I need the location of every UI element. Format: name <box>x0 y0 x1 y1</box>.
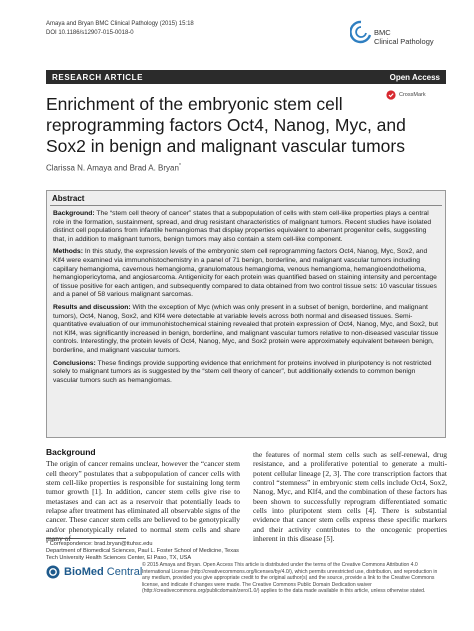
correspondence-email[interactable]: * Correspondence: brad.bryan@ttuhsc.edu <box>46 541 153 547</box>
article-type-banner <box>46 70 446 84</box>
footnote-divider <box>46 538 126 539</box>
citation-line: Amaya and Bryan BMC Clinical Pathology (2015) 15:18 <box>46 21 194 27</box>
doi-line: DOI 10.1186/s12907-015-0018-0 <box>46 30 134 36</box>
abstract-body <box>53 210 439 389</box>
publisher-name-light: Central <box>106 566 143 578</box>
results-text: With the exception of Myc (which was only present in a subset of benign, borderline, and malignant tumors), Oct4, Nanog, Sox2, and Klf4 were detectable at variable levels across both normal and diseased tissues. Semi-quantitative evaluation of our immunohistochemical staining revealed that protein expression of Oct4, Nanog, Myc, and Sox2, but not Klf4, was significantly increased in benign, borderline, and malignant vascular tumors relative to non-diseased vascular tissue controls. Interestingly, the protein levels of Oct4, Nanog, Myc, and Sox2 protein were approximately equivalent between benign, borderline, and malignant vascular tumors. <box>53 303 439 354</box>
abstract-methods <box>53 248 439 300</box>
section-heading-background: Background <box>46 447 96 457</box>
running-head <box>46 20 194 38</box>
bmc-swoosh-icon <box>350 20 372 44</box>
crossmark-label: CrossMark <box>399 92 426 98</box>
abstract-results <box>53 304 439 356</box>
abstract-conclusions <box>53 360 439 386</box>
body-text-right: the features of normal stem cells such as self-renewal, drug resistance, and a proliferative potential to generate a multi-potent cellular lineage [2, 3]. The core transcription factors that control “stemness” in embryonic stem cells include Oct4, Sox2, Nanog, Myc, and Klf4, and the combination of these factors has been shown to successfully reprogram differentiated somatic cells into pluripotent stem cells [4]. There is substantial evidence that cancer stem cells express these specific markers and their activity contributes to the oncogenic properties inherent in this disease [5]. <box>253 450 447 544</box>
results-label: Results and discussion: <box>53 303 131 311</box>
background-label: Background: <box>53 210 95 217</box>
article-type-label: RESEARCH ARTICLE <box>52 72 144 82</box>
journal-name-line2: Clinical Pathology <box>374 37 434 46</box>
body-column-right <box>253 450 447 543</box>
author-names: Clarissa N. Amaya and Brad A. Bryan <box>46 163 179 173</box>
background-text: The “stem cell theory of cancer” states that a subpopulation of cells with stem cell-like properties plays a central role in the formation, sustainment, spread, and drug resistant characteristics of malignant tumors. Recent studies have isolated distinct cell populations from infantile hemangiomas that display properties equivalent to aberrant progenitor cells, suggesting that, in addition to malignant tumors, benign tumors may also contain a stem cell-like component. <box>53 210 432 243</box>
body-column-left <box>46 448 240 543</box>
body-text-left: The origin of cancer remains unclear, however the “cancer stem cell theory” postulates that a subpopulation of cancer cells with stem cell-like properties is responsible for sustaining long term tumor growth [1]. In addition, cancer stem cells give rise to metastases and can act as a reservoir that potentially leads to relapse after treatment has eliminated all observable signs of the cancer. These cancer stem cells are believed to be genotypically and/or phenotypically related to normal stem cells and share many of <box>46 459 240 544</box>
author-list <box>46 163 181 173</box>
publisher-name <box>64 566 142 578</box>
journal-name-line1: BMC <box>374 28 391 37</box>
conclusions-text: These findings provide supporting evidence that enrichment for proteins involved in pluripotency is not restricted solely to malignant tumors as is suggested by the “stem cell theory of cancer”, but additionally extends to common benign vascular tumors such as hemangiomas. <box>53 359 432 384</box>
abstract-divider <box>50 205 442 206</box>
license-statement: © 2015 Amaya and Bryan. Open Access This article is distributed under the terms of the Creative Commons Attribution 4.0 International License (http://creativecommons.org/licenses/by/4.0/), which permits unrestricted use, distribution, and reproduction in any medium, provided you give appropriate credit to the original author(s) and the source, provide a link to the Creative Commons license, and indicate if changes were made. The Creative Commons Public Domain Dedication waiver (http://creativecommons.org/publicdomain/zero/1.0/) applies to the data made available in this article, unless otherwise stated. <box>142 562 438 595</box>
author-affiliation: Department of Biomedical Sciences, Paul L. Foster School of Medicine, Texas Tech University Health Sciences Center, El Paso, TX, USA <box>46 548 239 561</box>
biomed-central-icon <box>46 565 60 579</box>
open-access-label: Open Access <box>389 72 440 82</box>
abstract-heading: Abstract <box>52 194 85 203</box>
conclusions-label: Conclusions: <box>53 359 96 367</box>
journal-name <box>374 28 434 46</box>
corresponding-mark: * <box>178 163 181 169</box>
article-title: Enrichment of the embryonic stem cell reprogramming factors Oct4, Nanog, Myc, and Sox2 in benign and malignant vascular tumors <box>46 94 406 156</box>
journal-logo <box>350 20 440 60</box>
publisher-name-bold: BioMed <box>64 566 104 578</box>
methods-label: Methods: <box>53 248 83 256</box>
abstract-background <box>53 210 439 244</box>
footnote <box>46 541 246 562</box>
publisher-logo <box>46 565 142 579</box>
methods-text: In this study, the expression levels of the embryonic stem cell reprogramming factors Oct4, Nanog, Myc, Sox2, and Klf4 were examined via immunohistochemistry in a panel of 71 benign, borderline, and malignant vascular tumors including capillary hemangioma, cavernous hemangioma, granulomatous hemangioma, venous hemangioma, hemangioendothelioma, hemangiopericytoma, and angiosarcoma. Antigenicity for each protein was quantified based on staining intensity and percentage of tissue positive for each antigen, and subsequently compared to data obtained from two control tissue sets: 10 vascular tissues and a panel of 58 various malignant sarcomas. <box>53 248 437 299</box>
